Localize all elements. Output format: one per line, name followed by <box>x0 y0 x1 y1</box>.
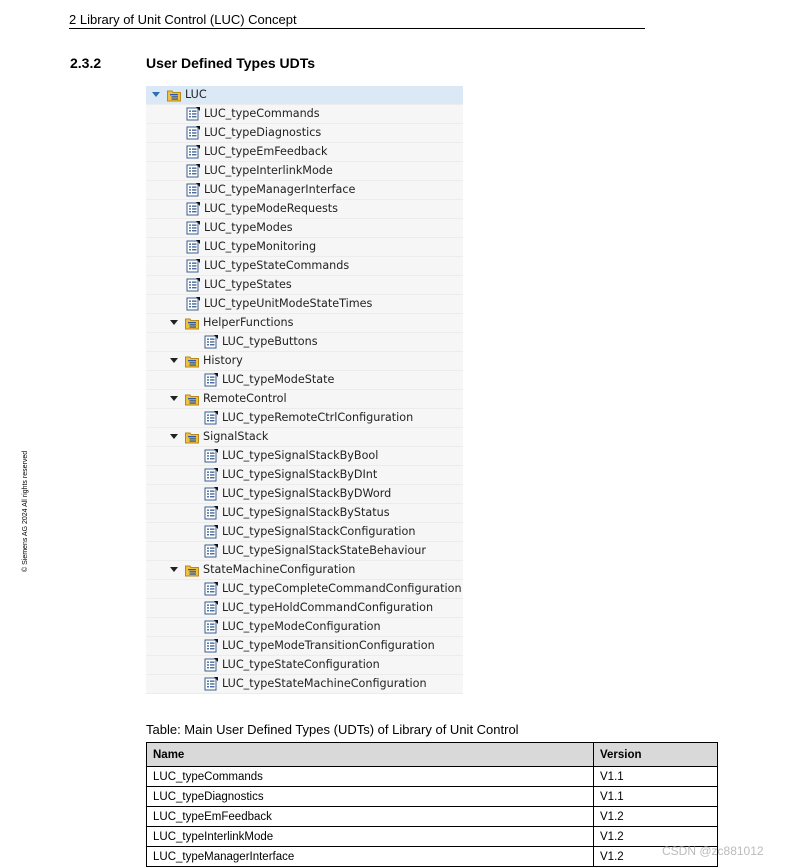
tree-udt-item[interactable] <box>146 200 463 219</box>
udt-icon <box>204 335 218 349</box>
tree-folder-item[interactable] <box>146 390 463 409</box>
tree-udt-item[interactable] <box>146 276 463 295</box>
tree-udt-item[interactable] <box>146 618 463 637</box>
udt-version-cell: V1.1 <box>594 767 718 787</box>
tree-udt-item[interactable] <box>146 105 463 124</box>
tree-udt-item[interactable] <box>146 447 463 466</box>
udt-icon <box>204 601 218 615</box>
tree-item-label: LUC_typeSignalStackByDInt <box>222 468 378 481</box>
tree-item-label: LUC_typeStateMachineConfiguration <box>222 677 427 690</box>
tree-udt-item[interactable] <box>146 295 463 314</box>
tree-item-label: History <box>203 354 243 367</box>
tree-udt-item[interactable] <box>146 466 463 485</box>
tree-udt-item[interactable] <box>146 124 463 143</box>
tree-udt-item[interactable] <box>146 181 463 200</box>
table-row <box>147 767 718 787</box>
tree-item-label: LUC_typeSignalStackByDWord <box>222 487 392 500</box>
folder-icon <box>185 392 199 406</box>
tree-udt-item[interactable] <box>146 523 463 542</box>
column-header-name: Name <box>147 743 594 767</box>
tree-item-label: LUC_typeCompleteCommandConfiguration <box>222 582 462 595</box>
udt-icon <box>204 449 218 463</box>
copyright-note: © Siemens AG 2024 All rights reserved <box>22 450 29 572</box>
udt-icon <box>204 525 218 539</box>
tree-folder-item[interactable] <box>146 352 463 371</box>
udt-version-cell: V1.2 <box>594 807 718 827</box>
tree-item-label: RemoteControl <box>203 392 287 405</box>
tree-item-label: LUC_typeCommands <box>204 107 320 120</box>
expand-arrow-icon[interactable] <box>170 434 178 439</box>
udt-icon <box>204 373 218 387</box>
udt-icon <box>204 487 218 501</box>
tree-udt-item[interactable] <box>146 409 463 428</box>
folder-icon <box>185 316 199 330</box>
udt-icon <box>204 658 218 672</box>
tree-item-label: HelperFunctions <box>203 316 294 329</box>
folder-icon <box>185 430 199 444</box>
table-row <box>147 787 718 807</box>
table-header-row <box>147 743 718 767</box>
udt-version-cell: V1.2 <box>594 827 718 847</box>
expand-arrow-icon[interactable] <box>170 567 178 572</box>
tree-udt-item[interactable] <box>146 219 463 238</box>
udt-icon <box>186 297 200 311</box>
udt-name-cell: LUC_typeDiagnostics <box>147 787 594 807</box>
udt-icon <box>204 468 218 482</box>
tree-udt-item[interactable] <box>146 371 463 390</box>
tree-udt-item[interactable] <box>146 257 463 276</box>
udt-icon <box>186 126 200 140</box>
tree-udt-item[interactable] <box>146 504 463 523</box>
tree-item-label: LUC_typeDiagnostics <box>204 126 322 139</box>
watermark: CSDN @zc881012 <box>662 844 764 858</box>
udt-icon <box>186 221 200 235</box>
table-row <box>147 807 718 827</box>
tree-item-label: SignalStack <box>203 430 269 443</box>
tree-udt-item[interactable] <box>146 599 463 618</box>
table-caption: Table: Main User Defined Types (UDTs) of Library of Unit Control <box>146 722 519 737</box>
tree-udt-item[interactable] <box>146 675 463 694</box>
tree-item-label: LUC_typeModes <box>204 221 293 234</box>
tree-folder-item[interactable] <box>146 428 463 447</box>
tree-udt-item[interactable] <box>146 580 463 599</box>
tree-item-label: LUC_typeInterlinkMode <box>204 164 333 177</box>
tree-udt-item[interactable] <box>146 333 463 352</box>
tree-item-label: LUC_typeStateCommands <box>204 259 350 272</box>
section-title: User Defined Types UDTs <box>146 55 316 71</box>
expand-arrow-icon[interactable] <box>152 92 160 97</box>
tree-udt-item[interactable] <box>146 238 463 257</box>
tree-item-label: LUC <box>185 88 207 101</box>
column-header-version: Version <box>594 743 718 767</box>
tree-item-label: LUC_typeButtons <box>222 335 318 348</box>
tree-folder-item[interactable] <box>146 86 463 105</box>
udt-name-cell: LUC_typeEmFeedback <box>147 807 594 827</box>
tree-udt-item[interactable] <box>146 485 463 504</box>
tree-item-label: LUC_typeSignalStackByBool <box>222 449 379 462</box>
tree-item-label: StateMachineConfiguration <box>203 563 356 576</box>
udt-version-cell: V1.2 <box>594 847 718 867</box>
udt-icon <box>204 639 218 653</box>
udt-icon <box>186 259 200 273</box>
tree-item-label: LUC_typeStateConfiguration <box>222 658 380 671</box>
udt-icon <box>186 202 200 216</box>
udt-icon <box>204 506 218 520</box>
tree-udt-item[interactable] <box>146 542 463 561</box>
tree-item-label: LUC_typeModeConfiguration <box>222 620 381 633</box>
tree-item-label: LUC_typeStates <box>204 278 292 291</box>
udt-table <box>146 742 718 867</box>
tree-item-label: LUC_typeSignalStackConfiguration <box>222 525 416 538</box>
udt-icon <box>186 183 200 197</box>
udt-version-cell: V1.1 <box>594 787 718 807</box>
folder-icon <box>185 354 199 368</box>
udt-name-cell: LUC_typeManagerInterface <box>147 847 594 867</box>
udt-icon <box>186 145 200 159</box>
udt-name-cell: LUC_typeCommands <box>147 767 594 787</box>
section-number: 2.3.2 <box>70 55 102 71</box>
tree-item-label: LUC_typeSignalStackStateBehaviour <box>222 544 426 557</box>
expand-arrow-icon[interactable] <box>170 396 178 401</box>
table-row <box>147 847 718 867</box>
udt-icon <box>204 544 218 558</box>
tree-item-label: LUC_typeMonitoring <box>204 240 317 253</box>
tree-item-label: LUC_typeHoldCommandConfiguration <box>222 601 434 614</box>
udt-icon <box>186 164 200 178</box>
tree-udt-item[interactable] <box>146 656 463 675</box>
udt-icon <box>204 620 218 634</box>
tree-item-label: LUC_typeUnitModeStateTimes <box>204 297 373 310</box>
tree-item-label: LUC_typeSignalStackByStatus <box>222 506 390 519</box>
udt-icon <box>204 411 218 425</box>
project-tree <box>146 86 463 694</box>
tree-item-label: LUC_typeModeRequests <box>204 202 339 215</box>
tree-item-label: LUC_typeModeTransitionConfiguration <box>222 639 435 652</box>
udt-icon <box>186 240 200 254</box>
tree-folder-item[interactable] <box>146 314 463 333</box>
tree-udt-item[interactable] <box>146 143 463 162</box>
page-header: 2 Library of Unit Control (LUC) Concept <box>69 12 645 29</box>
tree-item-label: LUC_typeEmFeedback <box>204 145 328 158</box>
udt-icon <box>186 107 200 121</box>
expand-arrow-icon[interactable] <box>170 320 178 325</box>
udt-icon <box>186 278 200 292</box>
tree-folder-item[interactable] <box>146 561 463 580</box>
tree-udt-item[interactable] <box>146 162 463 181</box>
table-row <box>147 827 718 847</box>
tree-item-label: LUC_typeRemoteCtrlConfiguration <box>222 411 414 424</box>
folder-icon <box>185 563 199 577</box>
udt-icon <box>204 582 218 596</box>
udt-name-cell: LUC_typeInterlinkMode <box>147 827 594 847</box>
tree-item-label: LUC_typeModeState <box>222 373 335 386</box>
udt-icon <box>204 677 218 691</box>
expand-arrow-icon[interactable] <box>170 358 178 363</box>
folder-icon <box>167 88 181 102</box>
tree-udt-item[interactable] <box>146 637 463 656</box>
tree-item-label: LUC_typeManagerInterface <box>204 183 356 196</box>
